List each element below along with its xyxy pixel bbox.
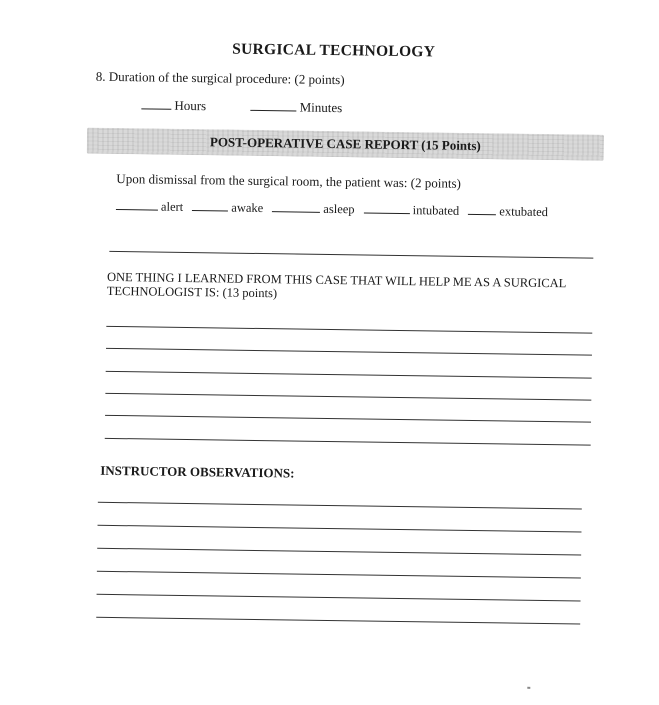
minutes-blank[interactable]	[251, 98, 297, 112]
learned-line-6[interactable]	[105, 438, 591, 446]
learned-line-5[interactable]	[105, 415, 591, 423]
instructor-line-4[interactable]	[97, 571, 581, 579]
learned-line-2[interactable]	[106, 348, 592, 356]
option-awake: awake	[231, 200, 264, 216]
hours-blank[interactable]	[141, 96, 171, 109]
option-asleep: asleep	[323, 201, 355, 217]
learned-prompt: ONE THING I LEARNED FROM THIS CASE THAT WILL HELP ME AS A SURGICAL TECHNOLOGIST IS: (13 points)	[106, 269, 566, 301]
awake-blank[interactable]	[192, 198, 228, 212]
option-intubated: intubated	[412, 203, 460, 218]
duration-question: 8. Duration of the surgical procedure: (2 points)	[95, 68, 345, 88]
instructor-line-1[interactable]	[98, 502, 582, 510]
separator-line	[109, 251, 593, 259]
instructor-line-2[interactable]	[98, 525, 582, 533]
hours-label: Hours	[174, 97, 207, 114]
minutes-label: Minutes	[299, 99, 343, 116]
alert-blank[interactable]	[116, 197, 158, 211]
patient-status-row	[116, 197, 554, 220]
intubated-blank[interactable]	[364, 200, 410, 214]
option-alert: alert	[160, 199, 184, 214]
page-title: SURGICAL TECHNOLOGY	[232, 40, 436, 61]
learned-line-3[interactable]	[106, 371, 592, 379]
instructor-line-5[interactable]	[97, 594, 581, 602]
instructor-line-3[interactable]	[97, 548, 581, 556]
scan-speck	[527, 687, 530, 689]
banner-title: POST-OPERATIVE CASE REPORT (15 Points)	[209, 134, 481, 154]
instructor-heading: INSTRUCTOR OBSERVATIONS:	[100, 462, 295, 481]
duration-row	[141, 96, 342, 116]
learned-line-4[interactable]	[105, 393, 591, 401]
dismissal-question: Upon dismissal from the surgical room, the patient was: (2 points)	[116, 171, 462, 191]
learned-line-1[interactable]	[106, 326, 592, 334]
instructor-line-6[interactable]	[96, 617, 580, 625]
asleep-blank[interactable]	[272, 199, 320, 213]
report-banner	[87, 128, 604, 161]
extubated-blank[interactable]	[468, 202, 496, 215]
option-extubated: extubated	[499, 204, 549, 220]
